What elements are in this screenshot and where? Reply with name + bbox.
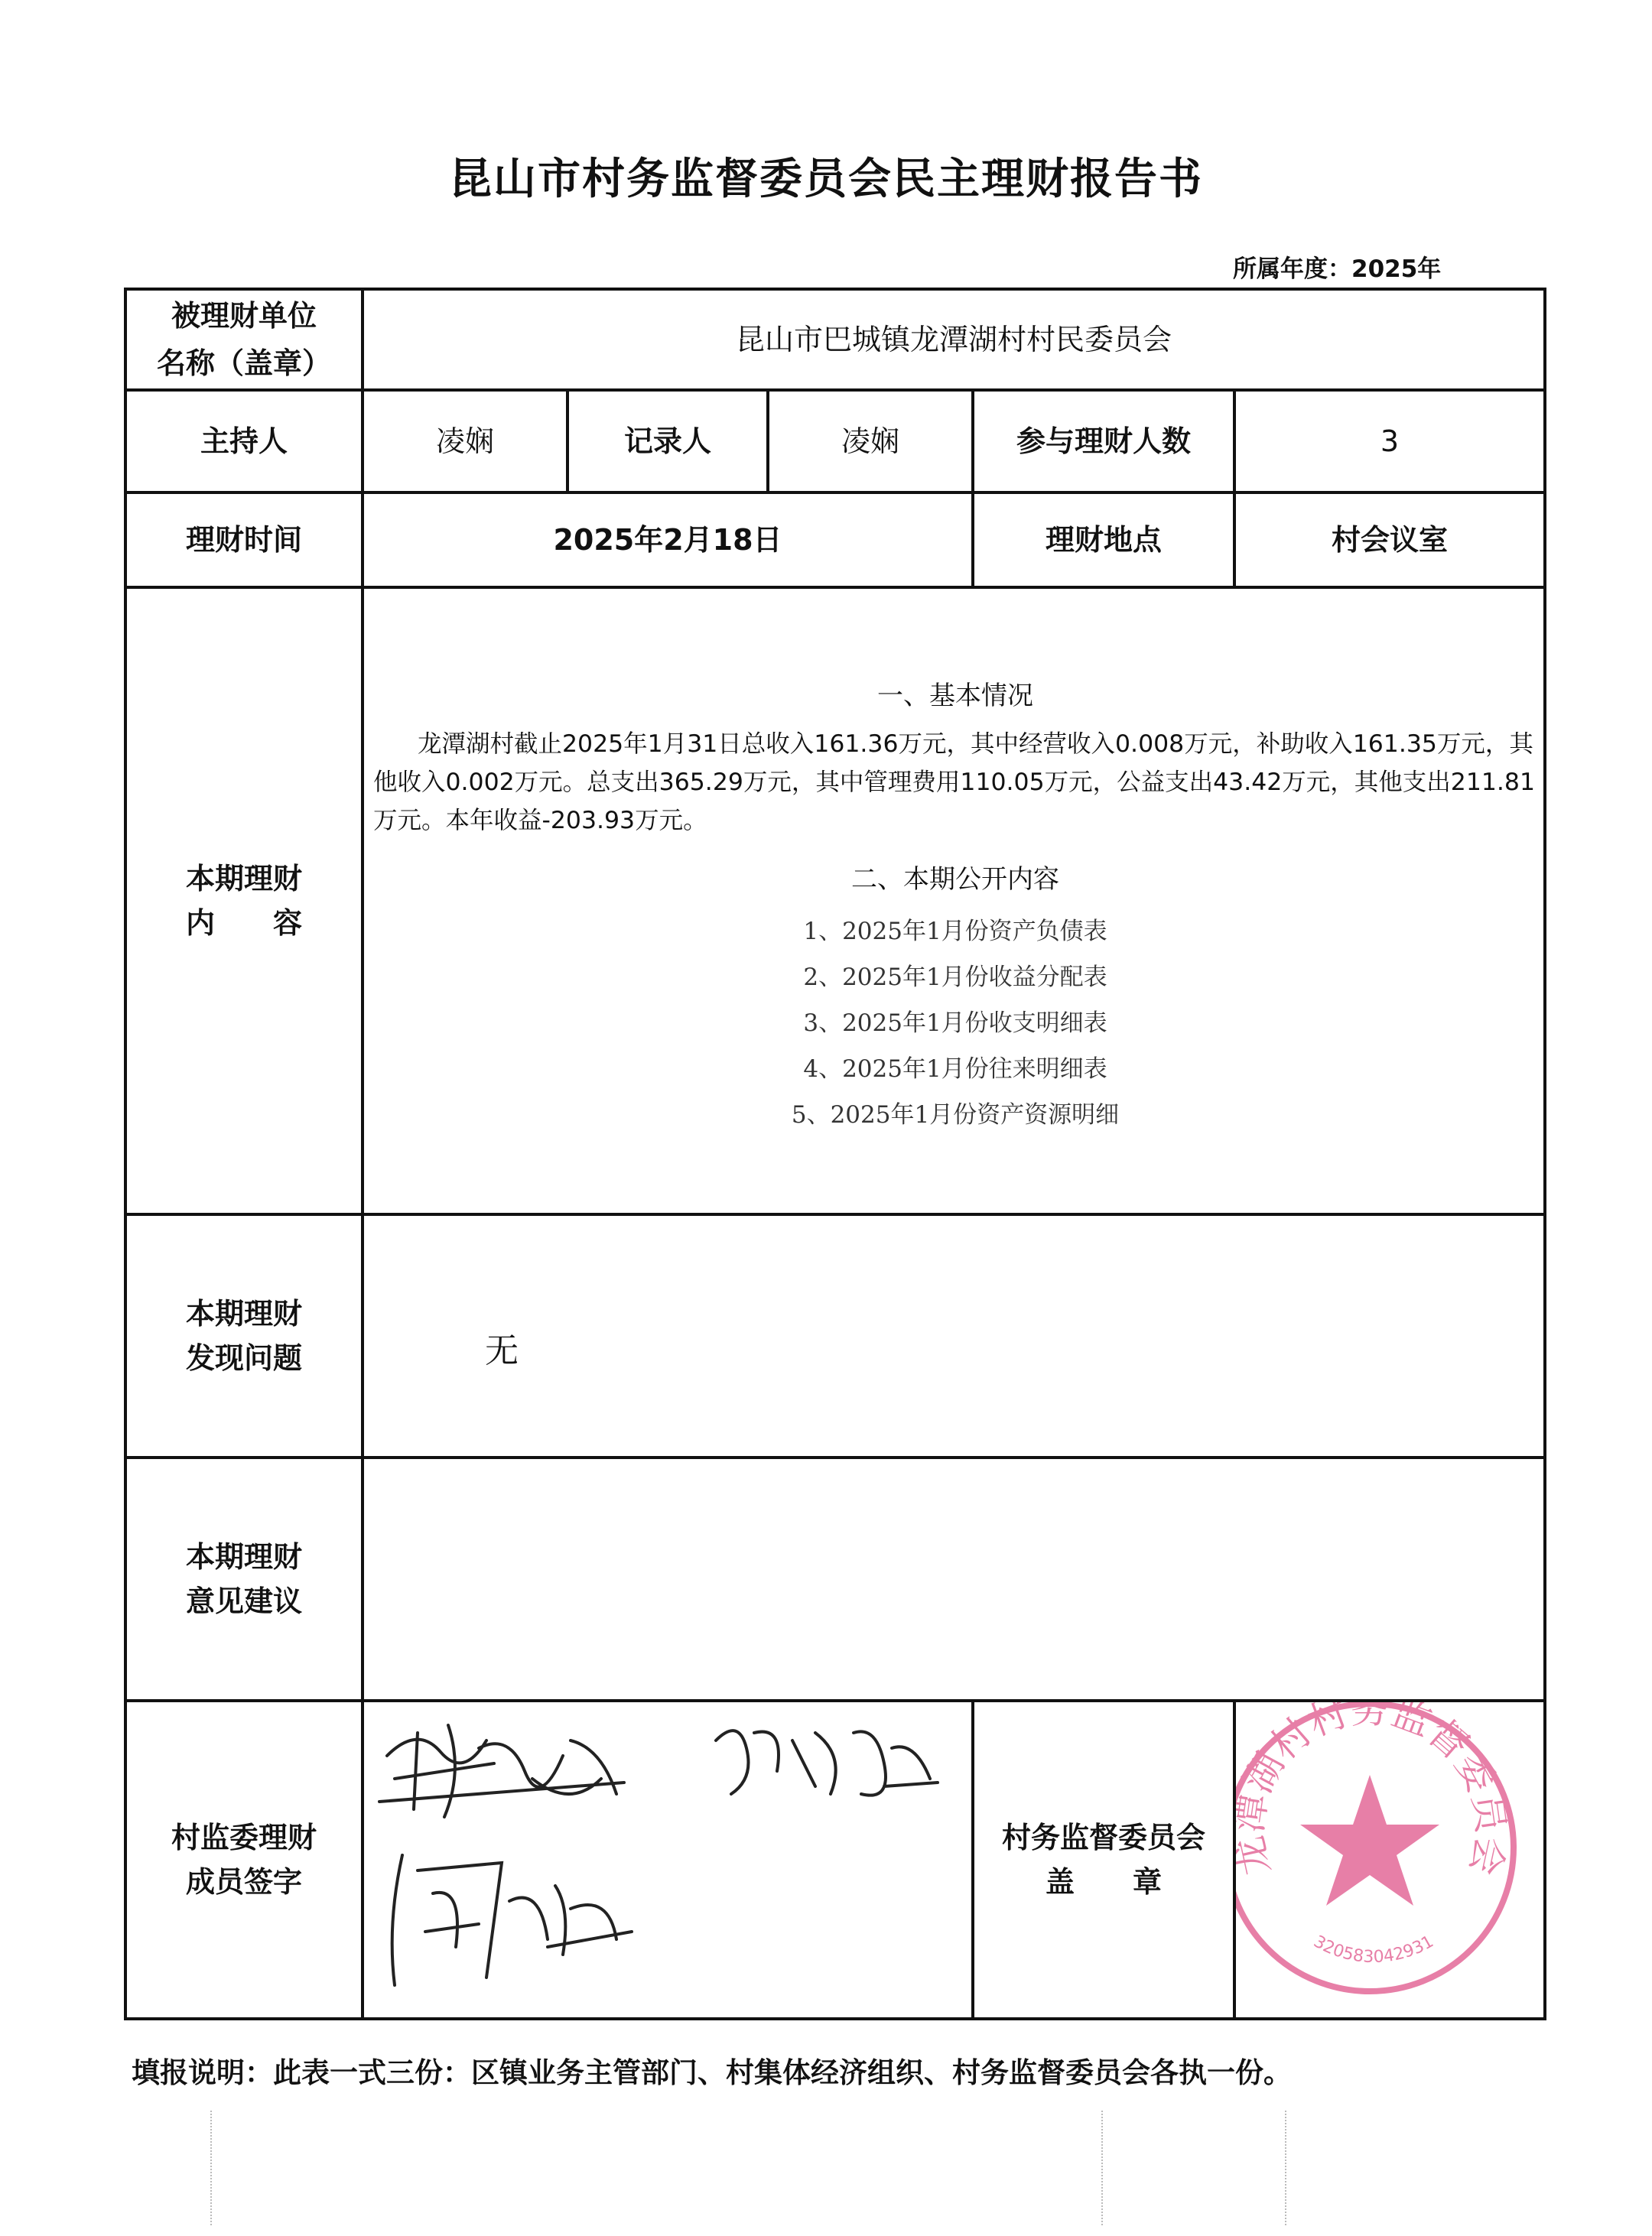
host-value: 凌娴 bbox=[363, 390, 567, 492]
section1-text: 龙潭湖村截止2025年1月31日总收入161.36万元，其中经营收入0.008万元，补助收入161.35万元，其他收入0.002万元。总支出365.29万元，其中管理费用110.05万元，公益支出43.42万元，其他支出211.81万元。本年收益-203.93万元。 bbox=[373, 730, 1536, 834]
host-label: 主持人 bbox=[125, 390, 363, 492]
row-content bbox=[125, 587, 1545, 1214]
scan-mark bbox=[210, 2111, 212, 2225]
row-suggestions bbox=[125, 1458, 1545, 1701]
row-problems bbox=[125, 1214, 1545, 1458]
seal-code: 320583042931 bbox=[1310, 1932, 1437, 1968]
finance-report-form bbox=[124, 288, 1546, 2020]
content-label bbox=[125, 587, 363, 1214]
signature-1 bbox=[372, 1710, 662, 1825]
suggestions-label bbox=[125, 1458, 363, 1701]
official-seal bbox=[1226, 1687, 1534, 2008]
scan-mark bbox=[1285, 2111, 1286, 2225]
stamp-cell bbox=[1226, 1687, 1545, 2019]
seal-name: 龙潭湖村村务监督委员会 bbox=[1226, 1687, 1514, 1880]
problems-label bbox=[125, 1214, 363, 1458]
fiscal-year: 所属年度：2025年 bbox=[1233, 255, 1442, 283]
content-label-line1: 本期理财 bbox=[185, 862, 302, 895]
unit-label-line2: 名称（盖章） bbox=[156, 346, 331, 380]
unit-value: 昆山市巴城镇龙潭湖村村民委员会 bbox=[363, 289, 1545, 390]
stamp-label bbox=[973, 1701, 1234, 2019]
stamp-label-line2: 盖 章 bbox=[1045, 1865, 1162, 1899]
list-item: 1、2025年1月份资产负债表 bbox=[803, 918, 1107, 945]
place-value: 村会议室 bbox=[1234, 492, 1545, 587]
problems-label-line1: 本期理财 bbox=[185, 1297, 302, 1331]
list-item: 3、2025年1月份收支明细表 bbox=[803, 1009, 1107, 1037]
problems-value: 无 bbox=[485, 1331, 519, 1370]
suggestions-label-line2: 意见建议 bbox=[185, 1584, 302, 1618]
signature-3 bbox=[372, 1840, 647, 1993]
list-item: 5、2025年1月份资产资源明细 bbox=[791, 1101, 1120, 1129]
row-time bbox=[125, 492, 1545, 587]
row-signatures bbox=[125, 1701, 1545, 2019]
section2-title: 二、本期公开内容 bbox=[851, 864, 1060, 895]
signatures-label-line1: 村监委理财 bbox=[171, 1821, 317, 1854]
filling-note: 填报说明：此表一式三份：区镇业务主管部门、村集体经济组织、村务监督委员会各执一份。 bbox=[132, 2056, 1292, 2089]
disclosure-list bbox=[373, 908, 1537, 1138]
participants-label: 参与理财人数 bbox=[973, 390, 1234, 492]
content-label-line2: 内 容 bbox=[185, 906, 302, 940]
recorder-value: 凌娴 bbox=[768, 390, 973, 492]
row-unit bbox=[125, 289, 1545, 390]
signature-cell bbox=[363, 1701, 973, 2019]
recorder-label: 记录人 bbox=[567, 390, 768, 492]
scan-mark bbox=[1101, 2111, 1103, 2225]
time-label: 理财时间 bbox=[125, 492, 363, 587]
document-title: 昆山市村务监督委员会民主理财报告书 bbox=[449, 154, 1203, 204]
row-host bbox=[125, 390, 1545, 492]
place-label: 理财地点 bbox=[973, 492, 1234, 587]
content-cell bbox=[363, 587, 1545, 1214]
suggestions-cell bbox=[363, 1458, 1545, 1701]
participants-value: 3 bbox=[1234, 390, 1545, 492]
stamp-label-line1: 村务监督委员会 bbox=[1001, 1821, 1205, 1854]
signature-2 bbox=[701, 1710, 945, 1809]
unit-label-line1: 被理财单位 bbox=[171, 299, 317, 333]
signatures-label bbox=[125, 1701, 363, 2019]
list-item: 2、2025年1月份收益分配表 bbox=[803, 964, 1107, 991]
section1-title: 一、基本情况 bbox=[877, 681, 1034, 711]
list-item: 4、2025年1月份往来明细表 bbox=[803, 1055, 1107, 1083]
signatures-label-line2: 成员签字 bbox=[185, 1865, 302, 1899]
unit-label bbox=[125, 289, 363, 390]
problems-cell bbox=[363, 1214, 1545, 1458]
time-value: 2025年2月18日 bbox=[363, 492, 973, 587]
suggestions-label-line1: 本期理财 bbox=[185, 1540, 302, 1574]
problems-label-line2: 发现问题 bbox=[185, 1341, 302, 1375]
